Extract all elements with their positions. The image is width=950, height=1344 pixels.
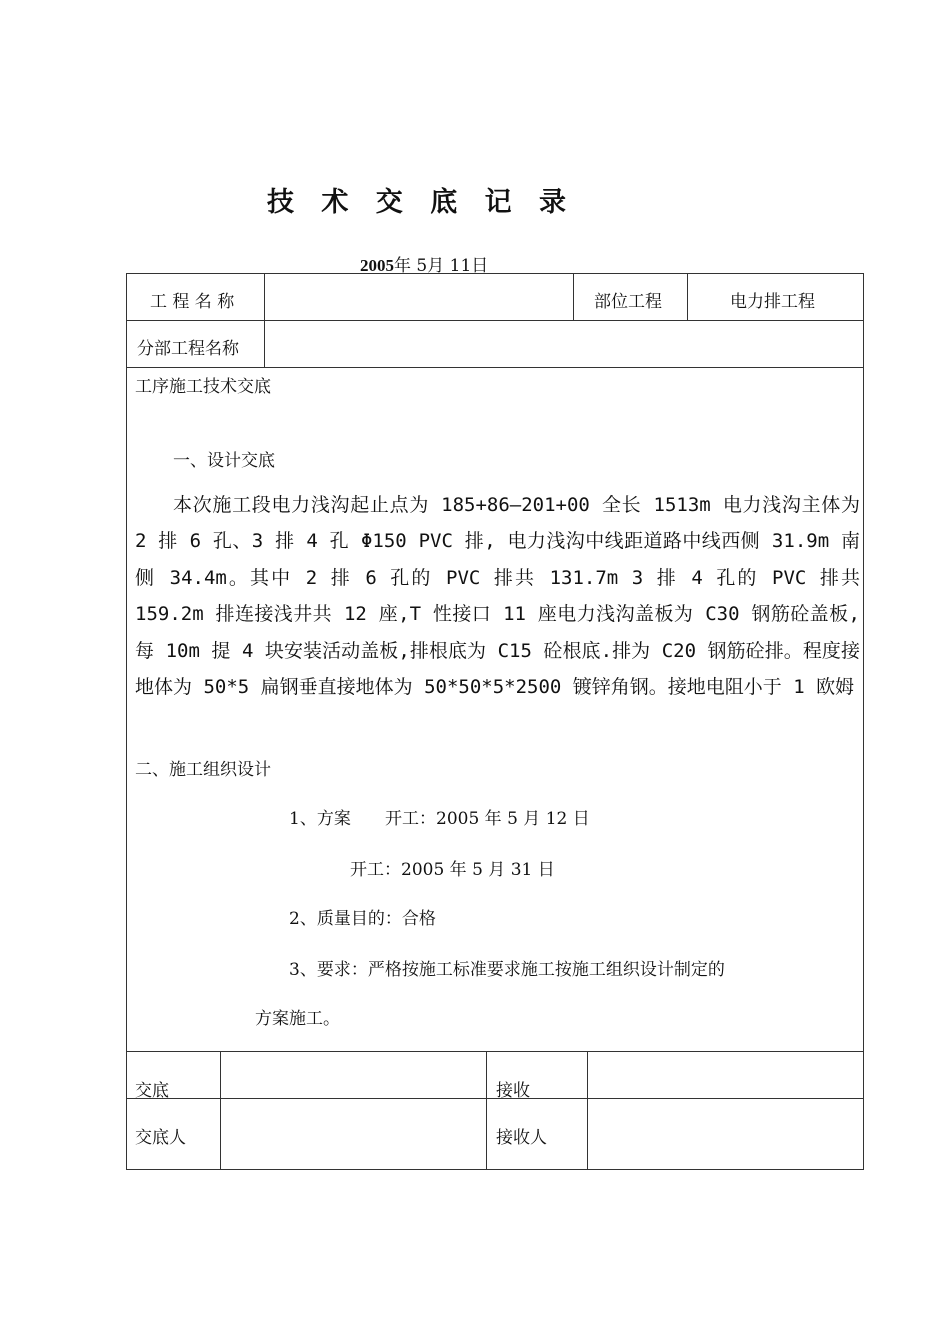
table-rule — [220, 1051, 221, 1170]
design-heading: 一、设计交底 — [173, 451, 275, 471]
item2: 2、质量目的：合格 — [289, 909, 436, 929]
date-year: 2005 — [360, 256, 394, 275]
date-month-unit: 月 — [427, 256, 445, 276]
date-day: 11 — [449, 256, 472, 276]
section-value: 电力排工程 — [730, 292, 815, 312]
content-heading: 工序施工技术交底 — [135, 377, 271, 397]
receive-person-label: 接收人 — [496, 1128, 547, 1148]
table-rule — [587, 1051, 588, 1170]
item3: 3、要求：严格按施工标准要求施工按施工组织设计制定的 — [289, 960, 725, 980]
sub-project-label: 分部工程名称 — [137, 339, 239, 359]
date-month: 5 — [416, 256, 428, 276]
table-rule — [573, 273, 574, 320]
project-name-label: 工 程 名 称 — [150, 292, 235, 312]
table-rule — [264, 273, 265, 367]
table-rule — [126, 367, 864, 368]
org-heading: 二、施工组织设计 — [135, 760, 271, 780]
item3-continued: 方案施工。 — [255, 1009, 340, 1029]
item1-plan: 1、方案 — [289, 809, 351, 829]
record-table-frame — [126, 273, 864, 1170]
table-rule — [126, 1051, 864, 1052]
section-label: 部位工程 — [594, 292, 662, 312]
item1-start: 开工：2005 年 5 月 12 日 — [385, 809, 590, 829]
handover-person-label: 交底人 — [135, 1128, 186, 1148]
design-body: 本次施工段电力浅沟起止点为 185+86—201+00 全长 1513m 电力浅沟主体为 2 排 6 孔、3 排 4 孔 Φ150 PVC 排, 电力浅沟中线距道路中线西侧 31.9m 南侧 34.4m。其中 2 排 6 孔的 PVC 排共 131.7m 3 排 4 孔的 PVC 排共 159.2m 排连接浅井共 12 座,T 性接口 11 座电力浅沟盖板为 C30 钢筋砼盖板,每 10m 提 4 块安装活动盖板,排根底为 C15 砼根底.排为 C20 钢筋砼排。程度接地体为 50*5 扁钢垂直接地体为 50*50*5*2500 镀锌角钢。接地电阻小于 1 欧姆 — [135, 494, 860, 699]
date-day-unit: 日 — [471, 256, 489, 276]
table-rule — [687, 273, 688, 320]
item1-end: 开工：2005 年 5 月 31 日 — [350, 860, 555, 880]
handover-label: 交底 — [135, 1081, 169, 1101]
table-rule — [126, 320, 864, 321]
date-year-unit: 年 — [394, 256, 411, 276]
table-rule — [486, 1051, 487, 1170]
table-rule — [126, 1098, 864, 1099]
document-title: 技 术 交 底 记 录 — [267, 187, 575, 218]
receive-label: 接收 — [496, 1081, 530, 1101]
